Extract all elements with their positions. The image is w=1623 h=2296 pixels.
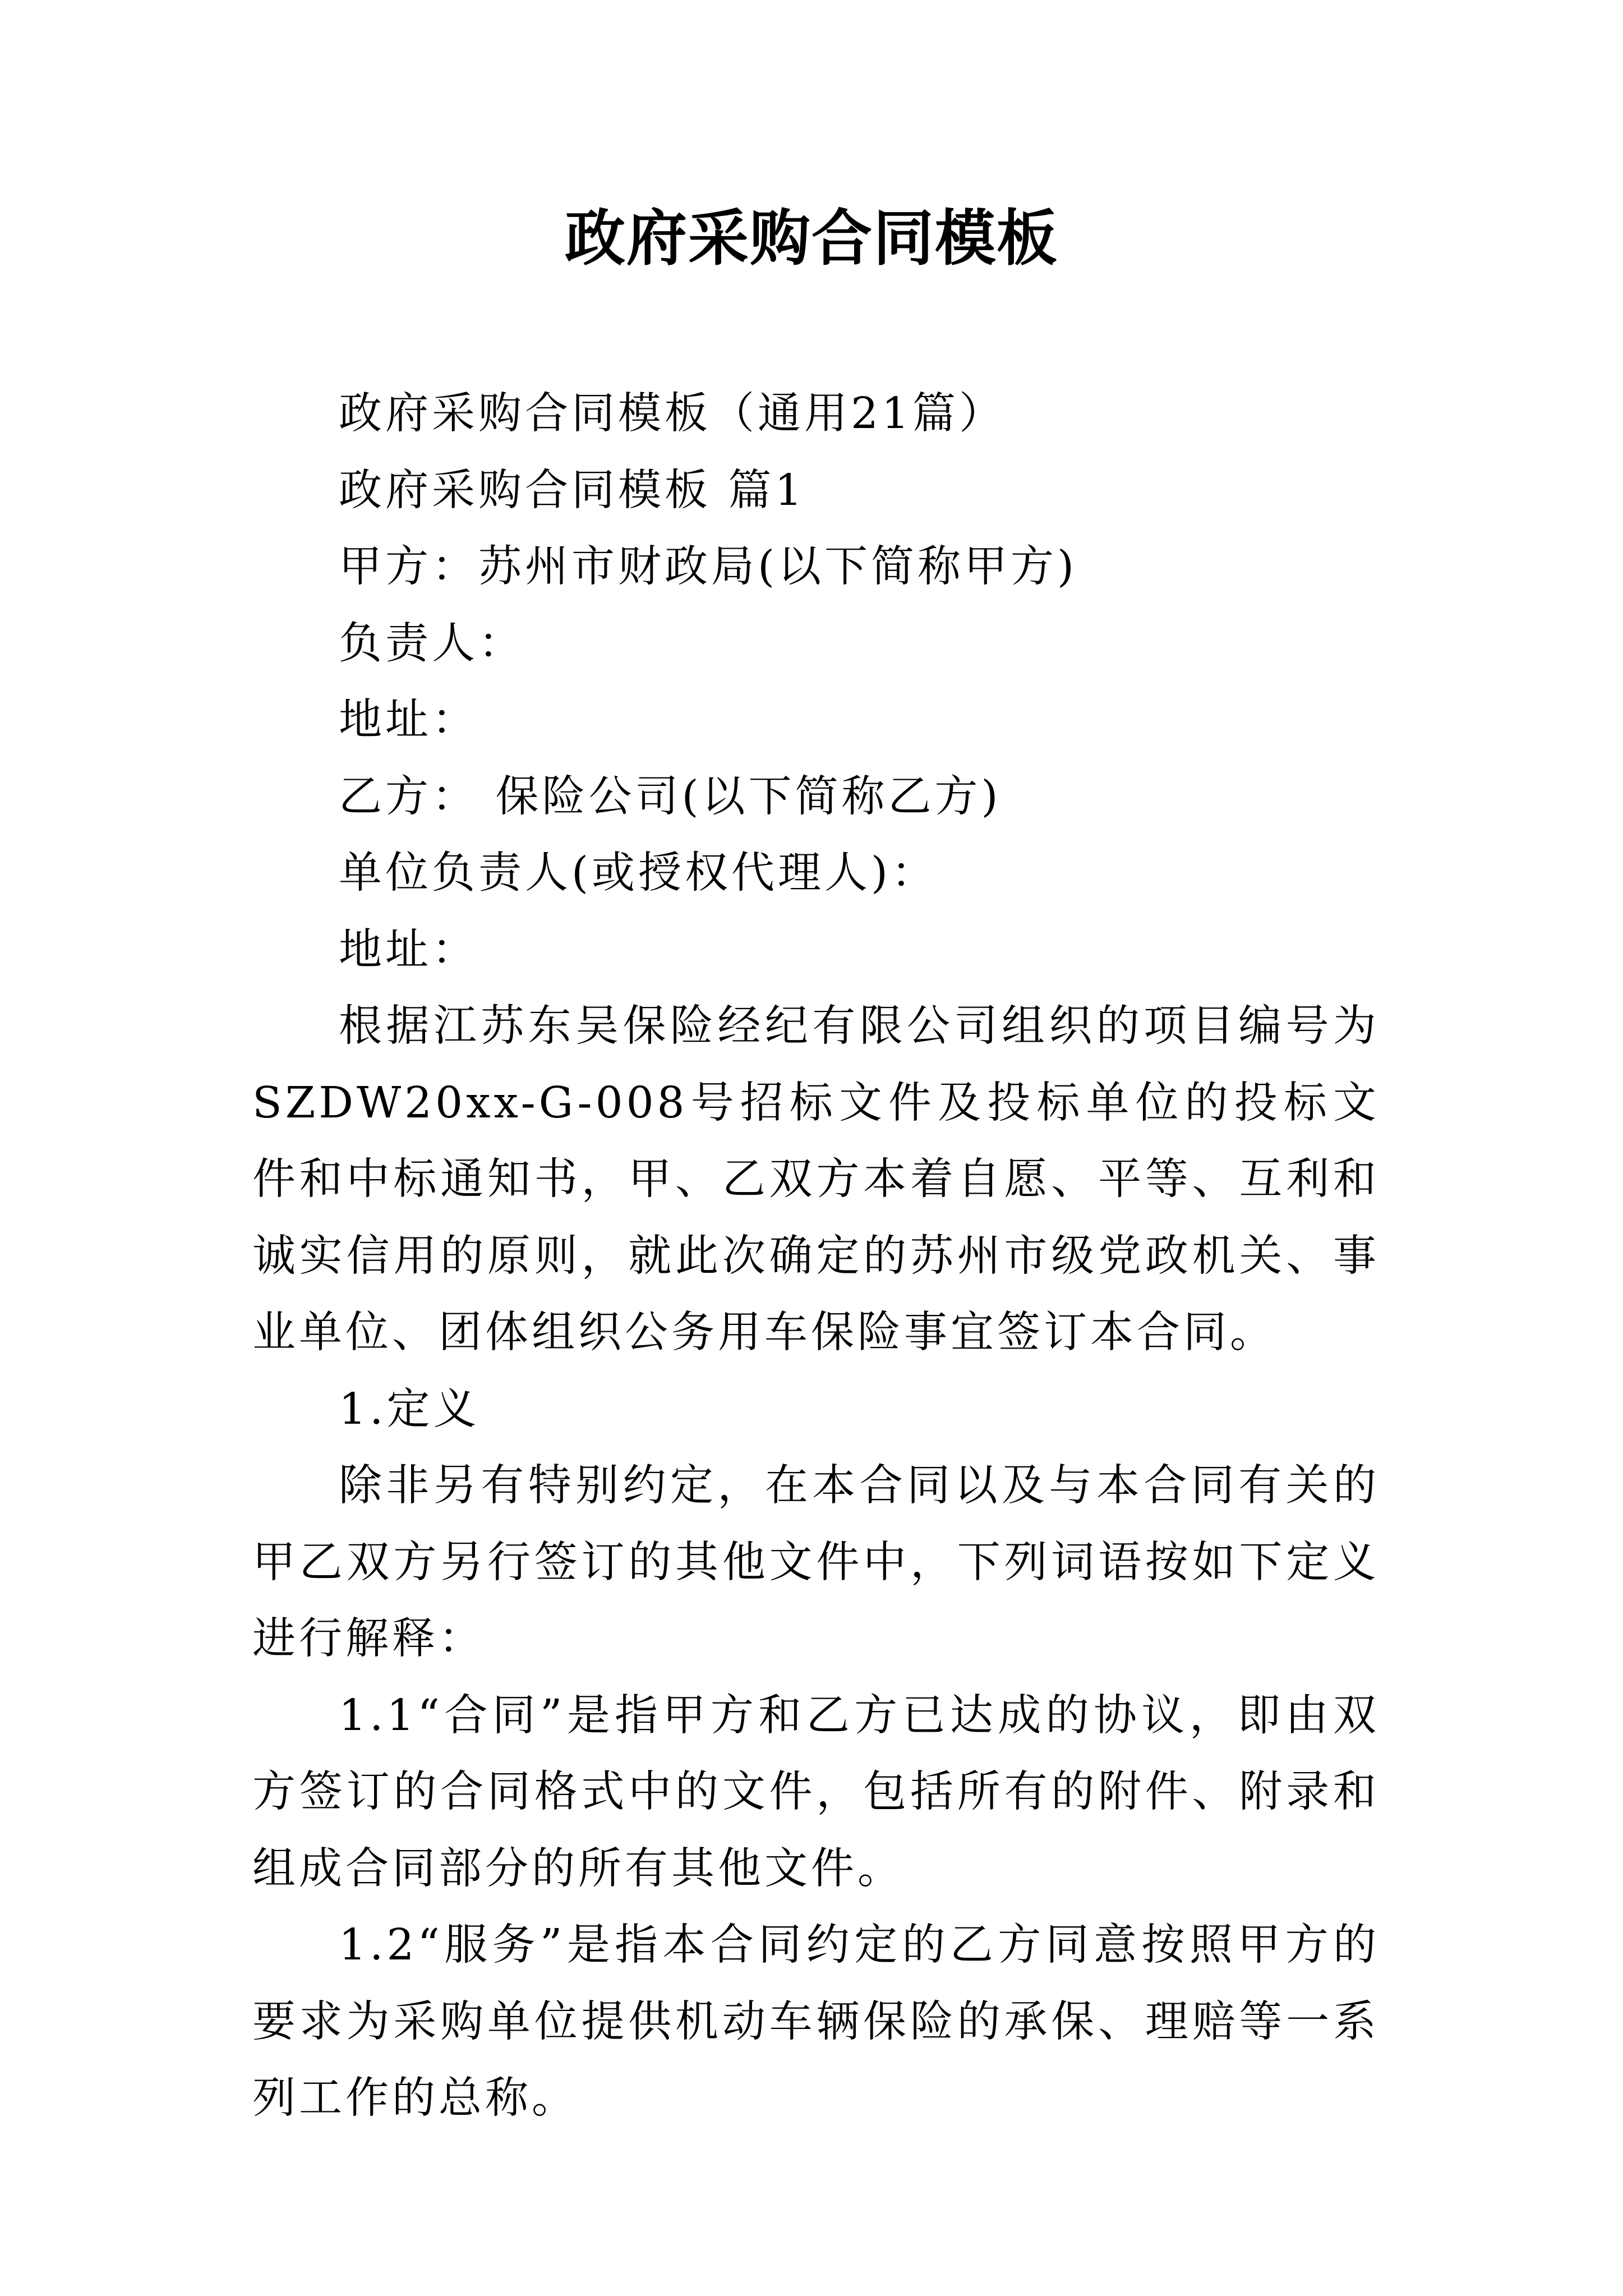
paragraph-definitions-intro: 除非另有特别约定，在本合同以及与本合同有关的甲乙双方另行签订的其他文件中，下列词语按如下定义进行解释：	[252, 1461, 1380, 1664]
paragraph-preamble: 根据江苏东吴保险经纪有限公司组织的项目编号为SZDW20xx-G-008号招标文件及投标单位的投标文件和中标通知书，甲、乙双方本着自愿、平等、互利和诚实信用的原则，就此次确定的苏州市级党政机关、事业单位、团体组织公务用车保险事宜签订本合同。	[252, 1001, 1380, 1358]
paragraph-party-a: 甲方：苏州市财政局(以下简称甲方)	[339, 542, 1078, 592]
paragraph-party-a-address: 地址：	[339, 695, 478, 745]
paragraph-definitions-heading: 1.定义	[339, 1384, 480, 1434]
paragraph-definition-contract: 1.1“合同”是指甲方和乙方已达成的协议，即由双方签订的合同格式中的文件，包括所有的附件、附录和组成合同部分的所有其他文件。	[252, 1690, 1380, 1894]
paragraph-definition-service: 1.2“服务”是指本合同约定的乙方同意按照甲方的要求为采购单位提供机动车辆保险的承保、理赔等一系列工作的总称。	[252, 1920, 1380, 2123]
paragraph-party-a-representative: 负责人：	[339, 618, 525, 669]
paragraph-party-b-representative: 单位负责人(或授权代理人)：	[339, 848, 938, 898]
paragraph-section-heading: 政府采购合同模板 篇1	[339, 465, 806, 516]
paragraph-party-b-address: 地址：	[339, 924, 478, 975]
document-body	[252, 376, 1380, 2137]
document-title: 政府采购合同模板	[564, 203, 1058, 274]
paragraph-subtitle: 政府采购合同模板（通用21篇）	[339, 389, 1006, 439]
paragraph-party-b: 乙方： 保险公司(以下简称乙方)	[339, 771, 1002, 822]
